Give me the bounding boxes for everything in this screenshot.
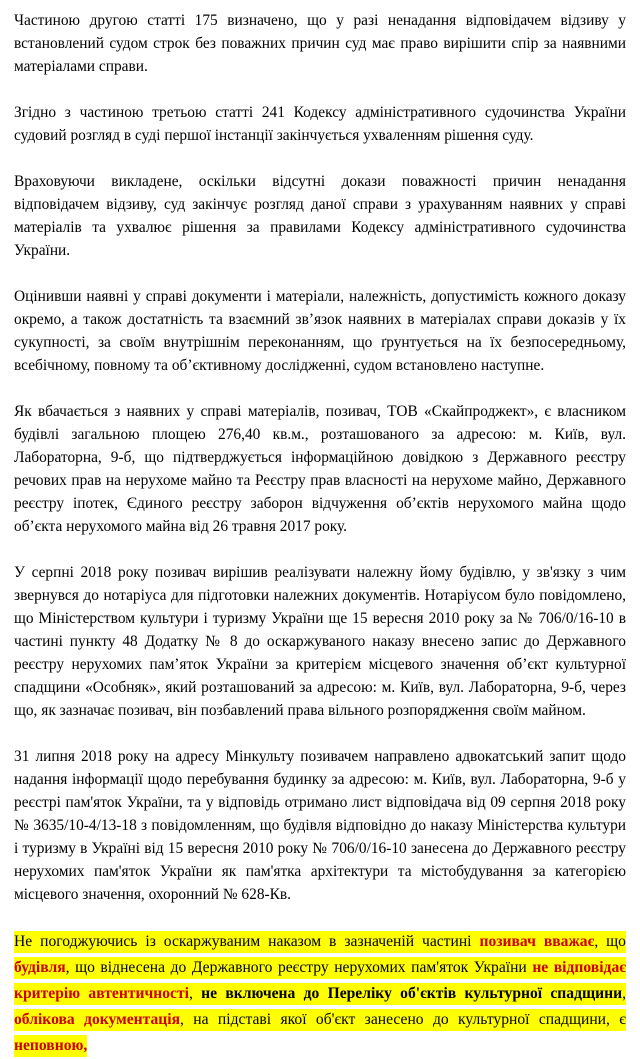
highlight-run-3: будівля xyxy=(14,959,66,976)
highlight-run-8: , xyxy=(622,985,627,1002)
highlight-run-12: неповною, xyxy=(14,1037,88,1054)
paragraph-3: Враховуючи викладене, оскільки відсутні докази поважності причин ненадання відповідачем відзиву, суд закінчує розгляд даної справи з урахуванням наявних у справі матеріалів та ухвалює рішення за правилами Кодексу адміністративного судочинства України. xyxy=(14,173,626,259)
paragraph-6: У серпні 2018 року позивач вирішив реалізувати належну йому будівлю, у зв'язку з чим звернувся до нотаріуса для підготовки належних документів. Нотаріусом було повідомлено, що Міністерством культури і туризму України ще 15 вересня 2010 року за № 706/0/16-10 в частині пункту 48 Додатку № 8 до оскаржуваного наказу внесено запис до Державного реєстру нерухомих пам’яток України за критерієм місцевого значення об’єкт культурної спадщини «Особняк», який розташований за адресою: м. Київ, вул. Лабораторна, 9-б, через що, як зазначає позивач, він позбавлений права вільного розпорядження своїм майном. xyxy=(14,564,626,719)
highlight-run-10: , на підставі якої об'єкт занесено до культурної спадщини, xyxy=(180,1011,620,1028)
paragraph-7: 31 липня 2018 року на адресу Мінкульту позивачем направлено адвокатський запит щодо надання інформації щодо перебування будинку за адресою: м. Київ, вул. Лабораторна, 9-б у реєстрі пам'яток України, та у відповідь отримано лист відповідача від 09 серпня 2018 року № 3635/10-4/13-18 з повідомленням, що будівля відповідно до наказу Міністерства культури і туризму в Україні від 15 вересня 2010 року № 706/0/16-10 занесена до Державного реєстру нерухомих пам'яток України як пам'ятка архітектури та містобудування за категорією місцевого значення, охоронний № 628-Кв. xyxy=(14,748,626,903)
highlight-run-5: не відповідає критерію автентичності xyxy=(14,959,626,1002)
paragraph-4: Оцінивши наявні у справі документи і матеріали, належність, допустимість кожного доказу окремо, а також достатність та взаємний зв’язок наявних в матеріалах справи доказів у їх сукупності, за своїм внутрішнім переконанням, що ґрунтується на їх безпосередньому, всебічному, повному та об’єктивному дослідженні, судом встановлено наступне. xyxy=(14,288,626,374)
highlight-run-11: є xyxy=(619,1011,626,1028)
highlight-run-4: , що віднесена до Державного реєстру нерухомих пам'яток України xyxy=(65,959,533,976)
highlight-run-1: позивач вважає xyxy=(479,933,595,950)
highlight-run-0: Не погоджуючись із оскаржуваним наказом в зазначеній частині xyxy=(14,933,480,950)
highlight-run-6: , xyxy=(188,985,202,1002)
highlight-run-7: не включена до Переліку об'єктів культурної спадщини xyxy=(201,985,623,1002)
highlight-run-container xyxy=(14,931,626,1057)
highlight-run-2: , що xyxy=(594,933,626,950)
highlight-run-9: облікова документація xyxy=(14,1011,181,1028)
paragraph-2: Згідно з частиною третьою статті 241 Кодексу адміністративного судочинства України судовий розгляд в суді першої інстанції закінчується ухваленням рішення суду. xyxy=(14,104,626,144)
paragraph-5: Як вбачається з наявних у справі матеріалів, позивач, ТОВ «Скайпроджект», є власником будівлі загальною площею 276,40 кв.м., розташованого за адресою: м. Київ, вул. Лабораторна, 9-б, що підтверджується інформаційною довідкою з Державного реєстру речових прав на нерухоме майно та Реєстру прав власності на нерухоме майно, Державного реєстру іпотек, Єдиного реєстру заборон відчуження об’єктів нерухомого майна щодо об’єкта нерухомого майна від 26 травня 2017 року. xyxy=(14,403,626,535)
paragraph-1: Частиною другою статті 175 визначено, що у разі ненадання відповідачем відзиву у встановлений судом строк без поважних причин суд має право вирішити спір за наявними матеріалами справи. xyxy=(14,12,626,75)
highlighted-paragraph xyxy=(14,929,626,1059)
